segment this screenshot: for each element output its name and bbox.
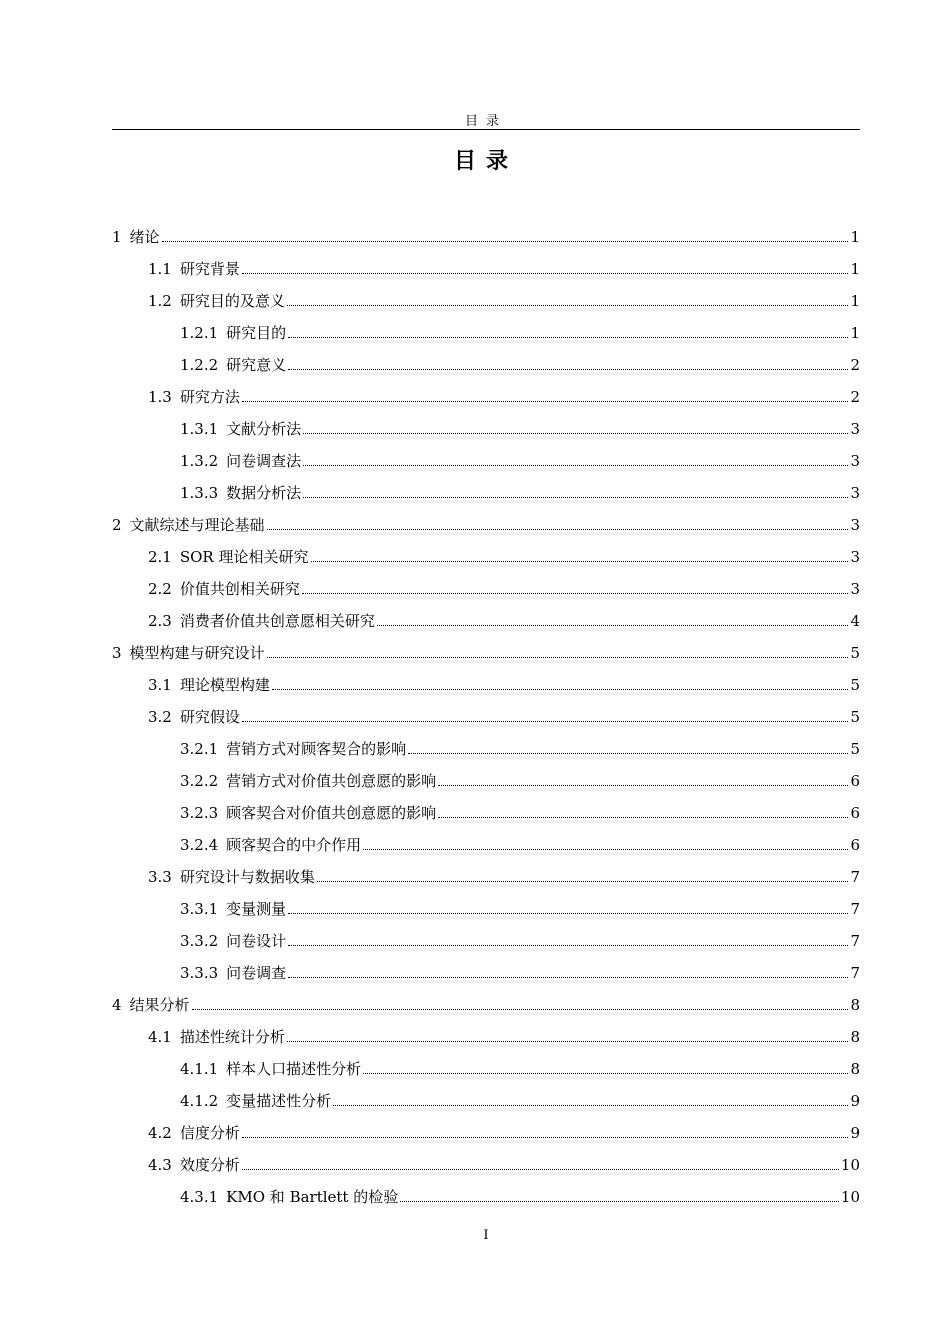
toc-dot-leader (400, 1201, 839, 1202)
toc-entry-number: 4.2 (148, 1124, 172, 1142)
toc-entry[interactable] (112, 278, 860, 310)
toc-entry-number: 4.1 (148, 1028, 172, 1046)
toc-dot-leader (363, 849, 848, 850)
toc-entry[interactable] (112, 886, 860, 918)
toc-entry-title: 研究假设 (179, 708, 240, 726)
toc-dot-leader (288, 945, 848, 946)
toc-dot-leader (302, 593, 849, 594)
toc-entry-number: 3.2.4 (180, 836, 219, 854)
toc-entry-page: 8 (850, 996, 860, 1014)
toc-entry[interactable] (112, 790, 860, 822)
toc-entry-page: 9 (850, 1124, 860, 1142)
toc-entry-title: 研究设计与数据收集 (179, 868, 315, 886)
toc-entry-number: 4.3.1 (180, 1188, 219, 1206)
toc-entry-page: 1 (850, 292, 860, 310)
toc-entry-number: 2.1 (148, 548, 172, 566)
toc-entry-page: 5 (850, 676, 860, 694)
toc-entry[interactable] (112, 1174, 860, 1206)
toc-entry[interactable] (112, 214, 860, 246)
toc-entry[interactable] (112, 822, 860, 854)
toc-dot-leader (287, 305, 849, 306)
toc-entry-page: 8 (850, 1060, 860, 1078)
toc-entry-page: 7 (850, 932, 860, 950)
toc-entry-title: 研究背景 (179, 260, 240, 278)
toc-entry-title: 研究目的及意义 (179, 292, 285, 310)
toc-entry-title: 价值共创相关研究 (179, 580, 300, 598)
toc-entry-number: 3.3.3 (180, 964, 219, 982)
toc-entry-title: 变量描述性分析 (226, 1092, 332, 1110)
toc-entry-title: 研究意义 (226, 356, 287, 374)
toc-entry-number: 3.2.2 (180, 772, 219, 790)
toc-entry-title: 问卷设计 (226, 932, 287, 950)
toc-dot-leader (303, 497, 848, 498)
toc-entry-page: 6 (850, 804, 860, 822)
toc-entry-page: 3 (850, 452, 860, 470)
toc-entry[interactable] (112, 246, 860, 278)
toc-entry-number: 1.1 (148, 260, 172, 278)
toc-entry-number: 2 (112, 516, 122, 534)
toc-entry-number: 1.2.1 (180, 324, 219, 342)
page-title: 目录 (453, 149, 518, 174)
toc-dot-leader (242, 1137, 849, 1138)
toc-entry-title: 研究目的 (226, 324, 287, 342)
toc-entry-title: 绪论 (129, 228, 160, 246)
toc-entry-number: 1.3 (148, 388, 172, 406)
toc-entry-number: 1.3.3 (180, 484, 219, 502)
toc-dot-leader (242, 401, 849, 402)
toc-entry[interactable] (112, 470, 860, 502)
toc-entry-page: 5 (850, 740, 860, 758)
toc-entry-page: 8 (850, 1028, 860, 1046)
toc-entry-title: 模型构建与研究设计 (129, 644, 265, 662)
toc-entry-page: 1 (850, 324, 860, 342)
toc-dot-leader (288, 369, 848, 370)
header-rule (112, 129, 860, 130)
toc-entry-page: 3 (850, 484, 860, 502)
toc-entry-page: 1 (850, 228, 860, 246)
toc-entry[interactable] (112, 1078, 860, 1110)
toc-entry-number: 3.2.3 (180, 804, 219, 822)
toc-dot-leader (363, 1073, 848, 1074)
toc-dot-leader (377, 625, 849, 626)
toc-entry-title: 营销方式对价值共创意愿的影响 (226, 772, 437, 790)
toc-entry-title: 研究方法 (179, 388, 240, 406)
toc-entry-page: 3 (850, 420, 860, 438)
toc-entry-number: 4.1.2 (180, 1092, 219, 1110)
toc-entry[interactable] (112, 310, 860, 342)
toc-entry-page: 5 (850, 644, 860, 662)
toc-entry-number: 3.3.2 (180, 932, 219, 950)
toc-entry[interactable] (112, 374, 860, 406)
toc-entry-number: 4 (112, 996, 122, 1014)
toc-dot-leader (192, 1009, 849, 1010)
toc-entry[interactable] (112, 982, 860, 1014)
toc-dot-leader (438, 785, 848, 786)
toc-entry-title: 样本人口描述性分析 (226, 1060, 362, 1078)
toc-entry[interactable] (112, 758, 860, 790)
toc-entry-page: 2 (850, 356, 860, 374)
toc-entry[interactable] (112, 566, 860, 598)
toc-entry-page: 1 (850, 260, 860, 278)
toc-entry-page: 3 (850, 516, 860, 534)
toc-entry[interactable] (112, 1110, 860, 1142)
toc-entry[interactable] (112, 694, 860, 726)
toc-dot-leader (438, 817, 848, 818)
toc-entry-number: 1 (112, 228, 122, 246)
toc-entry[interactable] (112, 534, 860, 566)
toc-entry-number: 2.2 (148, 580, 172, 598)
toc-entry-number: 1.2 (148, 292, 172, 310)
toc-dot-leader (288, 913, 848, 914)
toc-entry-page: 4 (850, 612, 860, 630)
toc-entry-number: 3.3.1 (180, 900, 219, 918)
toc-dot-leader (267, 529, 849, 530)
toc-dot-leader (272, 689, 849, 690)
toc-dot-leader (288, 337, 848, 338)
toc-entry-title: SOR 理论相关研究 (179, 548, 309, 566)
toc-entry-title: 结果分析 (129, 996, 190, 1014)
toc-entry-title: 消费者价值共创意愿相关研究 (179, 612, 375, 630)
toc-entry-number: 3.1 (148, 676, 172, 694)
toc-dot-leader (408, 753, 848, 754)
toc-entry[interactable] (112, 406, 860, 438)
toc-entry-title: 描述性统计分析 (179, 1028, 285, 1046)
toc-entry-number: 3.3 (148, 868, 172, 886)
toc-dot-leader (287, 1041, 849, 1042)
toc-entry-page: 10 (840, 1188, 860, 1206)
toc-entry-title: 数据分析法 (226, 484, 302, 502)
toc-entry-title: 信度分析 (179, 1124, 240, 1142)
toc-dot-leader (242, 273, 849, 274)
toc-dot-leader (267, 657, 849, 658)
toc-entry[interactable] (112, 662, 860, 694)
toc-dot-leader (303, 433, 848, 434)
toc-entry-title: 效度分析 (179, 1156, 240, 1174)
toc-entry[interactable] (112, 1014, 860, 1046)
toc-entry[interactable] (112, 342, 860, 374)
toc-entry-page: 7 (850, 868, 860, 886)
toc-entry-number: 1.2.2 (180, 356, 219, 374)
toc-entry-title: KMO 和 Bartlett 的检验 (226, 1188, 399, 1206)
toc-entry-title: 理论模型构建 (179, 676, 270, 694)
toc-entry-number: 1.3.1 (180, 420, 219, 438)
running-header: 目录 (464, 114, 507, 129)
toc-entry[interactable] (112, 854, 860, 886)
toc-entry-page: 7 (850, 900, 860, 918)
toc-dot-leader (242, 1169, 839, 1170)
toc-entry-number: 3.2.1 (180, 740, 219, 758)
toc-entry-title: 问卷调查 (226, 964, 287, 982)
toc-dot-leader (303, 465, 848, 466)
toc-dot-leader (288, 977, 848, 978)
toc-entry-page: 7 (850, 964, 860, 982)
toc-entry-title: 文献综述与理论基础 (129, 516, 265, 534)
toc-entry-page: 9 (850, 1092, 860, 1110)
toc-dot-leader (333, 1105, 848, 1106)
toc-entry-page: 6 (850, 836, 860, 854)
toc-entry-title: 营销方式对顾客契合的影响 (226, 740, 407, 758)
toc-entry-page: 2 (850, 388, 860, 406)
toc-entry[interactable] (112, 726, 860, 758)
toc-entry-number: 4.3 (148, 1156, 172, 1174)
toc-dot-leader (242, 721, 849, 722)
toc-entry-title: 变量测量 (226, 900, 287, 918)
toc-entry-page: 3 (850, 580, 860, 598)
toc-entry[interactable] (112, 950, 860, 982)
toc-entry[interactable] (112, 502, 860, 534)
toc-entry-page: 5 (850, 708, 860, 726)
toc-entry-title: 顾客契合的中介作用 (226, 836, 362, 854)
toc-entry-number: 3 (112, 644, 122, 662)
toc-entry[interactable] (112, 918, 860, 950)
toc-entry-number: 1.3.2 (180, 452, 219, 470)
toc-dot-leader (317, 881, 849, 882)
toc-entry[interactable] (112, 630, 860, 662)
toc-entry-number: 2.3 (148, 612, 172, 630)
toc-entry-page: 3 (850, 548, 860, 566)
toc-entry-page: 10 (840, 1156, 860, 1174)
page-number: I (483, 1228, 489, 1243)
toc-entry[interactable] (112, 1142, 860, 1174)
toc-entry-number: 3.2 (148, 708, 172, 726)
toc-dot-leader (162, 241, 849, 242)
toc-dot-leader (311, 561, 849, 562)
table-of-contents (112, 214, 860, 1206)
toc-entry[interactable] (112, 438, 860, 470)
toc-entry-page: 6 (850, 772, 860, 790)
toc-entry[interactable] (112, 598, 860, 630)
toc-entry-title: 顾客契合对价值共创意愿的影响 (226, 804, 437, 822)
toc-entry-title: 文献分析法 (226, 420, 302, 438)
toc-entry-number: 4.1.1 (180, 1060, 219, 1078)
toc-entry[interactable] (112, 1046, 860, 1078)
toc-entry-title: 问卷调查法 (226, 452, 302, 470)
